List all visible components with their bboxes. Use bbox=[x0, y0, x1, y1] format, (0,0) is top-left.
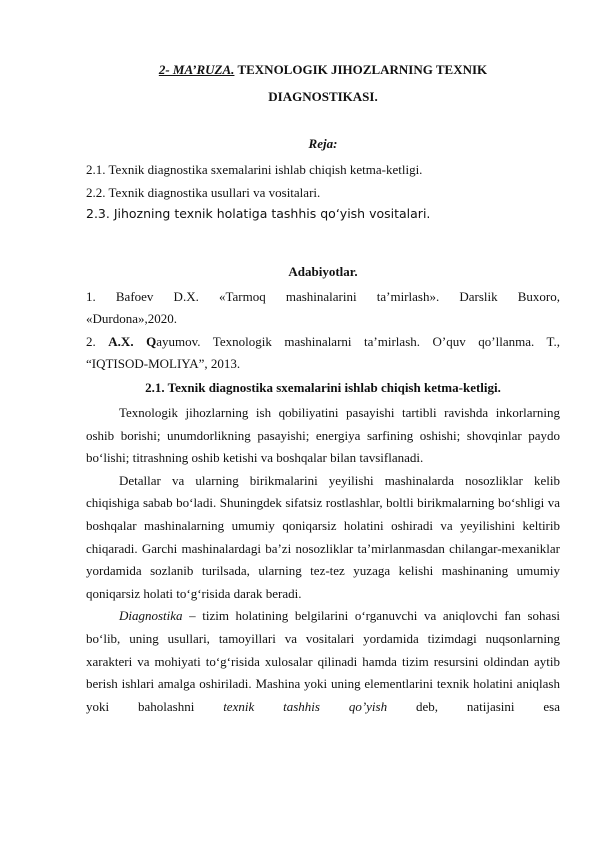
plan-item-3: 2.3. Jihozning texnik holatiga tashhis qo‘yish vositalari. bbox=[86, 206, 431, 221]
term-diagnostika: Diagnostika bbox=[119, 608, 183, 624]
reference-1-line2: «Durdona»,2020. bbox=[86, 311, 177, 326]
paragraph-2: Detallar va ularning birikmalarini yeyilishi mashinalarda nosozliklar kelib chiqishiga sabab bo‘ladi. Shuningdek sifatsiz rostlashlar, boltli birikmalarning bo‘shligi va boshqalar mashinalarning umumiy qoniqarsiz holatini oshiradi va yeyilishini keltirib chiqaradi. Garchi mashinalardagi ba’zi nosozliklar ta’mirlanmasdan chilangar-mexaniklar yordamida sozlanib turilsada, ularning tez-tez yuzaga kelishi mashinaning umumiy qoniqarsiz holati to‘g‘risida darak beradi. bbox=[86, 472, 560, 601]
plan-item-1: 2.1. Texnik diagnostika sxemalarini ishlab chiqish ketma-ketligi. bbox=[86, 162, 423, 177]
reference-2-line1 bbox=[86, 331, 560, 353]
lecture-label: 2- MA’RUZA. bbox=[158, 62, 235, 77]
paragraph-1: Texnologik jihozlarning ish qobiliyatini pasayishi tartibli ravishda inkorlarning oshib borishi; unumdorlikning pasayishi; energiya sarfining oshishi; shovqinlar paydo bo‘lishi; titrashning oshib ketishi va boshqalar bilan tavsiflanadi. bbox=[86, 405, 560, 466]
plan-item-2: 2.2. Texnik diagnostika usullari va vositalari. bbox=[86, 185, 321, 200]
reference-2-line2: “IQTISOD-MOLIYA”, 2013. bbox=[86, 356, 241, 371]
reference-2-text: ayumov. Texnologik mashinalarni ta’mirlash. O’quv qo’llanma. T., bbox=[156, 334, 561, 349]
lecture-title-line2: DIAGNOSTIKASI. bbox=[268, 89, 378, 104]
plan-heading: Reja: bbox=[308, 136, 338, 151]
section-heading: 2.1. Texnik diagnostika sxemalarini ishlab chiqish ketma-ketligi. bbox=[145, 380, 501, 395]
reference-1-line1: 1. Bafoev D.X. «Tarmoq mashinalarini ta’mirlash». Darslik Buxoro, bbox=[86, 289, 560, 304]
section-body bbox=[86, 402, 560, 718]
paragraph-3: Diagnostika – tizim holatining belgilarini o‘rganuvchi va aniqlovchi fan sohasi bo‘lib, uning usullari, tamoyillari va vositalari yordamida tizimdagi nuqsonlarning xarakteri va mohiyati to‘g‘risida xulosalar qilinadi hamda tizim resursini oldindan aytib berish ishlari amalga oshiriladi. Mashina yoki uning elementlarini texnik holatini aniqlash yoki baholashni texnik tashhis qo’yish deb, natijasini esa bbox=[86, 608, 560, 714]
term-texnik-tashhis: texnik tashhis qo’yish bbox=[223, 698, 388, 714]
reference-2-number: 2. bbox=[86, 334, 109, 349]
reference-2-author: A.X. Q bbox=[108, 334, 157, 349]
references-heading: Adabiyotlar. bbox=[288, 264, 358, 279]
lecture-title-line1 bbox=[86, 62, 560, 78]
title-text: TEXNOLOGIK JIHOZLARNING TEXNIK bbox=[234, 62, 488, 77]
